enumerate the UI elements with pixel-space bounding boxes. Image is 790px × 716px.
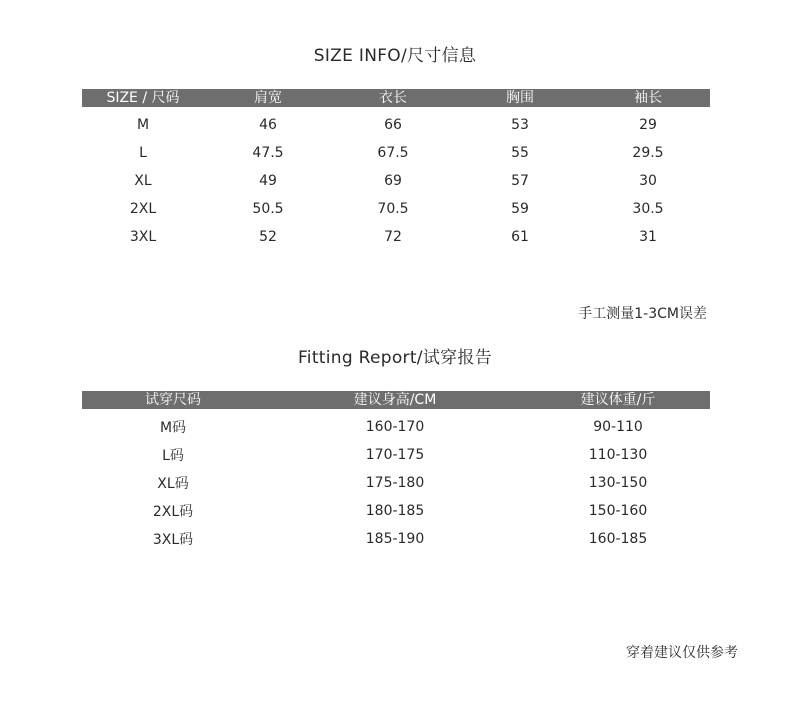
size-cell: M xyxy=(136,117,150,133)
shoulder-cell: 50.5 xyxy=(252,201,284,217)
chest-cell: 55 xyxy=(511,145,529,161)
fit-size-cell: 2XL码 xyxy=(152,504,194,520)
weight-cell: 150-160 xyxy=(588,503,648,519)
table-row xyxy=(82,195,710,223)
header-size: SIZE / 尺码 xyxy=(82,89,204,107)
table-row xyxy=(82,441,710,469)
fit-table-header-row xyxy=(82,391,710,409)
table-row xyxy=(82,409,710,441)
length-cell: 70.5 xyxy=(377,201,409,217)
height-cell: 185-190 xyxy=(365,531,425,547)
table-row xyxy=(82,497,710,525)
fit-size-cell: L码 xyxy=(162,448,184,464)
header-recommended-weight: 建议体重/斤 xyxy=(526,391,710,409)
weight-cell: 110-130 xyxy=(588,447,648,463)
sleeve-cell: 29.5 xyxy=(632,145,664,161)
height-cell: 175-180 xyxy=(365,475,425,491)
header-length: 衣长 xyxy=(332,89,454,107)
length-cell: 66 xyxy=(384,117,402,133)
chest-cell: 61 xyxy=(511,229,529,245)
size-info-table xyxy=(82,89,710,251)
height-cell: 160-170 xyxy=(365,419,425,435)
table-row xyxy=(82,139,710,167)
table-row xyxy=(82,167,710,195)
shoulder-cell: 52 xyxy=(259,229,277,245)
measurement-error-note: 手工测量1-3CM误差 xyxy=(578,306,707,322)
chest-cell: 59 xyxy=(511,201,529,217)
table-row xyxy=(82,223,710,251)
fitting-report-title: Fitting Report/试穿报告 xyxy=(297,348,493,368)
length-cell: 69 xyxy=(384,173,402,189)
sleeve-cell: 29 xyxy=(639,117,657,133)
fitting-advice-note: 穿着建议仅供参考 xyxy=(626,645,738,661)
weight-cell: 160-185 xyxy=(588,531,648,547)
chest-cell: 57 xyxy=(511,173,529,189)
sleeve-cell: 30 xyxy=(639,173,657,189)
sleeve-cell: 30.5 xyxy=(632,201,664,217)
fit-size-cell: M码 xyxy=(159,420,187,436)
shoulder-cell: 47.5 xyxy=(252,145,284,161)
table-row xyxy=(82,107,710,139)
height-cell: 180-185 xyxy=(365,503,425,519)
header-recommended-height: 建议身高/CM xyxy=(264,391,526,409)
header-chest: 胸围 xyxy=(454,89,586,107)
size-cell: L xyxy=(139,145,147,161)
fit-size-cell: 3XL码 xyxy=(152,532,194,548)
size-cell: 2XL xyxy=(129,201,157,217)
table-row xyxy=(82,525,710,553)
height-cell: 170-175 xyxy=(365,447,425,463)
header-shoulder-width: 肩宽 xyxy=(204,89,332,107)
size-table-header-row xyxy=(82,89,710,107)
size-cell: XL xyxy=(134,173,152,189)
size-cell: 3XL xyxy=(129,229,157,245)
shoulder-cell: 49 xyxy=(259,173,277,189)
size-info-title: SIZE INFO/尺寸信息 xyxy=(313,46,477,66)
weight-cell: 90-110 xyxy=(593,419,643,435)
length-cell: 72 xyxy=(384,229,402,245)
header-fit-size: 试穿尺码 xyxy=(82,391,264,409)
chest-cell: 53 xyxy=(511,117,529,133)
shoulder-cell: 46 xyxy=(259,117,277,133)
table-row xyxy=(82,469,710,497)
weight-cell: 130-150 xyxy=(588,475,648,491)
length-cell: 67.5 xyxy=(377,145,409,161)
fitting-report-table xyxy=(82,391,710,553)
sleeve-cell: 31 xyxy=(639,229,657,245)
fit-size-cell: XL码 xyxy=(157,476,189,492)
header-sleeve: 袖长 xyxy=(586,89,710,107)
